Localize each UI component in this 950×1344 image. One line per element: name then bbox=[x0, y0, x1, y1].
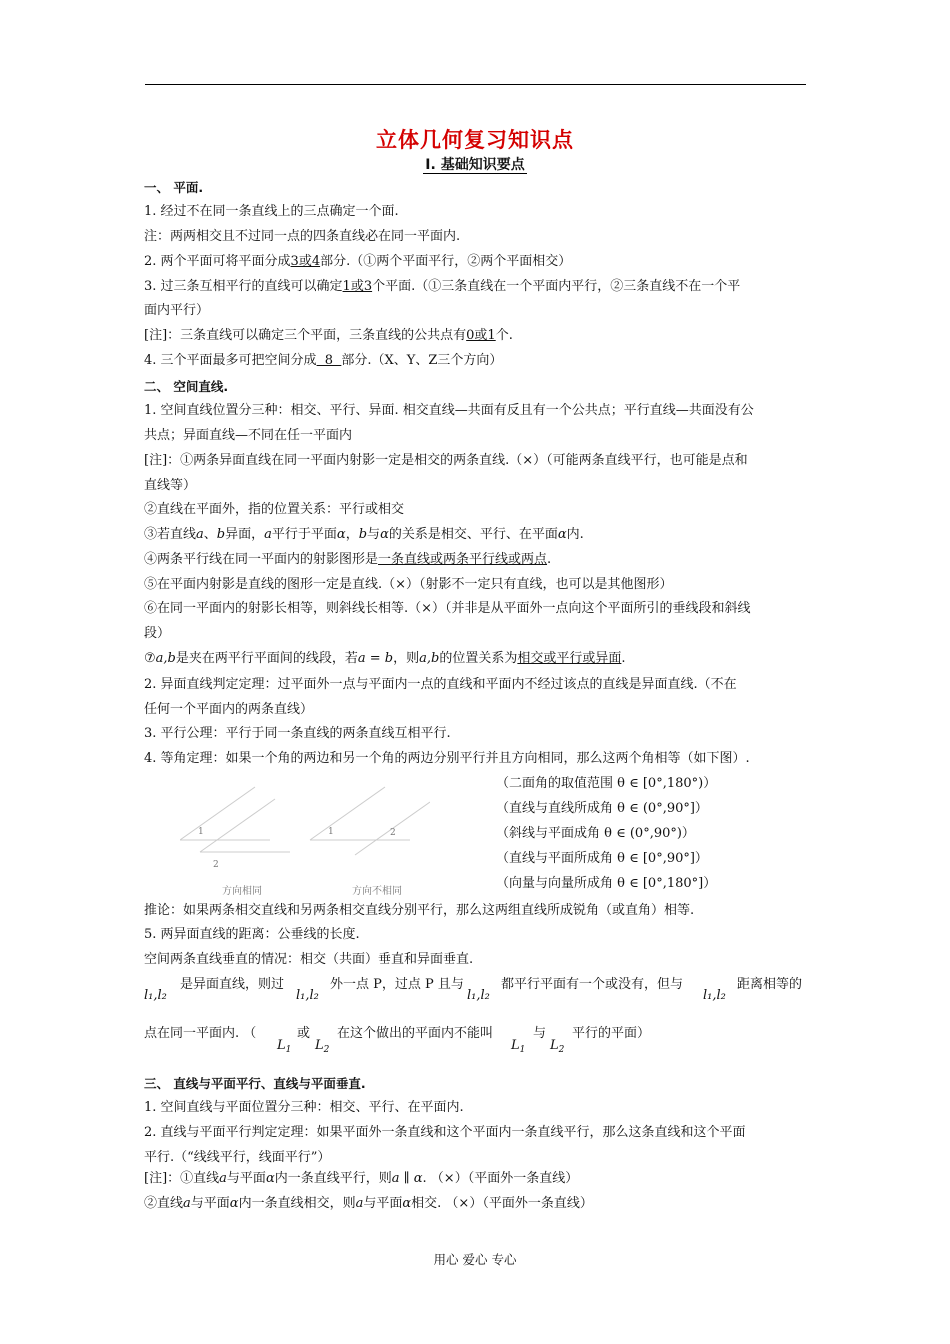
paragraph: 外一点 P，过点 P 且与 bbox=[330, 977, 464, 992]
paragraph: 共点；异面直线—不同在任一平面内 bbox=[144, 428, 353, 443]
figure-line bbox=[310, 787, 385, 840]
page-footer: 用心 爱心 专心 bbox=[433, 1252, 517, 1267]
paragraph: 与 bbox=[533, 1026, 547, 1041]
page-subtitle: I. 基础知识要点 bbox=[425, 157, 525, 173]
angle-range: （向量与向量所成角 θ ∈ [0°,180°]） bbox=[496, 876, 717, 891]
figure-caption-different: 方向不相同 bbox=[352, 886, 402, 897]
angle-range: （二面角的取值范围 θ ∈ [0°,180°)） bbox=[496, 776, 717, 791]
paragraph: 5. 两异面直线的距离：公垂线的长度. bbox=[144, 927, 360, 942]
paragraph: ②直线在平面外，指的位置关系：平行或相交 bbox=[144, 502, 405, 517]
equal-angle-figure bbox=[180, 782, 430, 900]
math-l1-l2: l₁,l₂ bbox=[144, 988, 167, 1003]
paragraph: 段） bbox=[144, 626, 171, 641]
math-L1: $L_1$ bbox=[277, 1038, 292, 1055]
paragraph: 4. 三个平面最多可把空间分成 8 部分.（X、Y、Z三个方向） bbox=[144, 353, 503, 368]
math-l1-l2: l₁,l₂ bbox=[467, 988, 490, 1003]
paragraph: 或 bbox=[297, 1026, 311, 1041]
paragraph: 都平行平面有一个或没有，但与 bbox=[501, 977, 684, 992]
paragraph: 1. 空间直线与平面位置分三种：相交、平行、在平面内. bbox=[144, 1100, 464, 1115]
paragraph: ⑥在同一平面内的射影长相等，则斜线长相等.（×）（并非是从平面外一点向这个平面所引的垂线段和斜线 bbox=[144, 601, 751, 616]
math-L2: $L_2$ bbox=[315, 1038, 330, 1055]
math-L2: $L_2$ bbox=[550, 1038, 565, 1055]
figure-caption-same: 方向相同 bbox=[222, 886, 262, 897]
section-heading-line-plane: 三、 直线与平面平行、直线与平面垂直. bbox=[144, 1076, 366, 1091]
paragraph: 在这个做出的平面内不能叫 bbox=[337, 1026, 494, 1041]
figure-label-1: 1 bbox=[198, 827, 204, 837]
section-heading-lines: 二、 空间直线. bbox=[144, 379, 229, 394]
paragraph: ②直线a与平面α内一条直线相交，则a与平面α相交. （×）（平面外一条直线） bbox=[144, 1196, 593, 1211]
section-heading-plane: 一、 平面. bbox=[144, 180, 204, 195]
paragraph: 直线等） bbox=[144, 478, 197, 493]
paragraph: 距离相等的 bbox=[737, 977, 803, 992]
paragraph: [注]：①两条异面直线在同一平面内射影一定是相交的两条直线.（×）（可能两条直线平行，也可能是点和 bbox=[144, 453, 748, 468]
paragraph: 平行的平面） bbox=[572, 1026, 651, 1041]
paragraph: 点在同一平面内. （ bbox=[144, 1026, 257, 1041]
math-l1-l2: l₁,l₂ bbox=[703, 988, 726, 1003]
paragraph: 注：两两相交且不过同一点的四条直线必在同一平面内. bbox=[144, 229, 461, 244]
paragraph: 平行.（“线线平行，线面平行”） bbox=[144, 1150, 331, 1165]
paragraph: ③若直线a、b异面，a平行于平面α，b与α的关系是相交、平行、在平面α内. bbox=[144, 527, 584, 542]
figure-line bbox=[200, 799, 275, 852]
paragraph: 2. 直线与平面平行判定定理：如果平面外一条直线和这个平面内一条直线平行，那么这条直线和这个平面 bbox=[144, 1125, 746, 1140]
paragraph: [注]：三条直线可以确定三个平面，三条直线的公共点有0或1个. bbox=[144, 328, 513, 343]
paragraph: 1. 经过不在同一条直线上的三点确定一个面. bbox=[144, 204, 399, 219]
figure-line bbox=[180, 787, 255, 840]
paragraph: ⑦a,b是夹在两平行平面间的线段，若a = b，则a,b的位置关系为相交或平行或异面. bbox=[144, 651, 626, 666]
paragraph: 4. 等角定理：如果一个角的两边和另一个角的两边分别平行并且方向相同，那么这两个角相等（如下图）. bbox=[144, 751, 750, 766]
paragraph: 2. 两个平面可将平面分成3或4部分.（①两个平面平行，②两个平面相交） bbox=[144, 254, 572, 269]
paragraph: 3. 平行公理：平行于同一条直线的两条直线互相平行. bbox=[144, 726, 451, 741]
paragraph: ④两条平行线在同一平面内的射影图形是一条直线或两条平行线或两点. bbox=[144, 552, 552, 567]
figure-label-2: 2 bbox=[390, 828, 396, 838]
paragraph: [注]：①直线a与平面α内一条直线平行，则a ∥ α. （×）（平面外一条直线） bbox=[144, 1171, 579, 1186]
paragraph: 2. 异面直线判定定理：过平面外一点与平面内一点的直线和平面内不经过该点的直线是异面直线.（不在 bbox=[144, 677, 737, 692]
paragraph: 空间两条直线垂直的情况：相交（共面）垂直和异面垂直. bbox=[144, 952, 474, 967]
paragraph: 推论：如果两条相交直线和另两条相交直线分别平行，那么这两组直线所成锐角（或直角）相等. bbox=[144, 903, 695, 918]
angle-range: （斜线与平面成角 θ ∈ (0°,90°)） bbox=[496, 826, 695, 841]
math-L1: $L_1$ bbox=[511, 1038, 526, 1055]
angle-range: （直线与直线所成角 θ ∈ (0°,90°]） bbox=[496, 801, 708, 816]
angle-range: （直线与平面所成角 θ ∈ [0°,90°]） bbox=[496, 851, 708, 866]
figure-label-2: 2 bbox=[213, 860, 219, 870]
paragraph: 是异面直线，则过 bbox=[180, 977, 285, 992]
paragraph: 1. 空间直线位置分三种：相交、平行、异面. 相交直线—共面有反且有一个公共点；平行直线—共面没有公 bbox=[144, 403, 754, 418]
paragraph: 面内平行） bbox=[144, 303, 210, 318]
figure-label-1: 1 bbox=[328, 827, 334, 837]
paragraph: 任何一个平面内的两条直线） bbox=[144, 702, 314, 717]
math-l1-l2: l₁,l₂ bbox=[296, 988, 319, 1003]
paragraph: ⑤在平面内射影是直线的图形一定是直线.（×）（射影不一定只有直线，也可以是其他图形） bbox=[144, 577, 673, 592]
page-title: 立体几何复习知识点 bbox=[376, 128, 574, 152]
paragraph: 3. 过三条互相平行的直线可以确定1或3个平面.（①三条直线在一个平面内平行，②三条直线不在一个平 bbox=[144, 279, 741, 294]
header-rule bbox=[145, 84, 806, 85]
